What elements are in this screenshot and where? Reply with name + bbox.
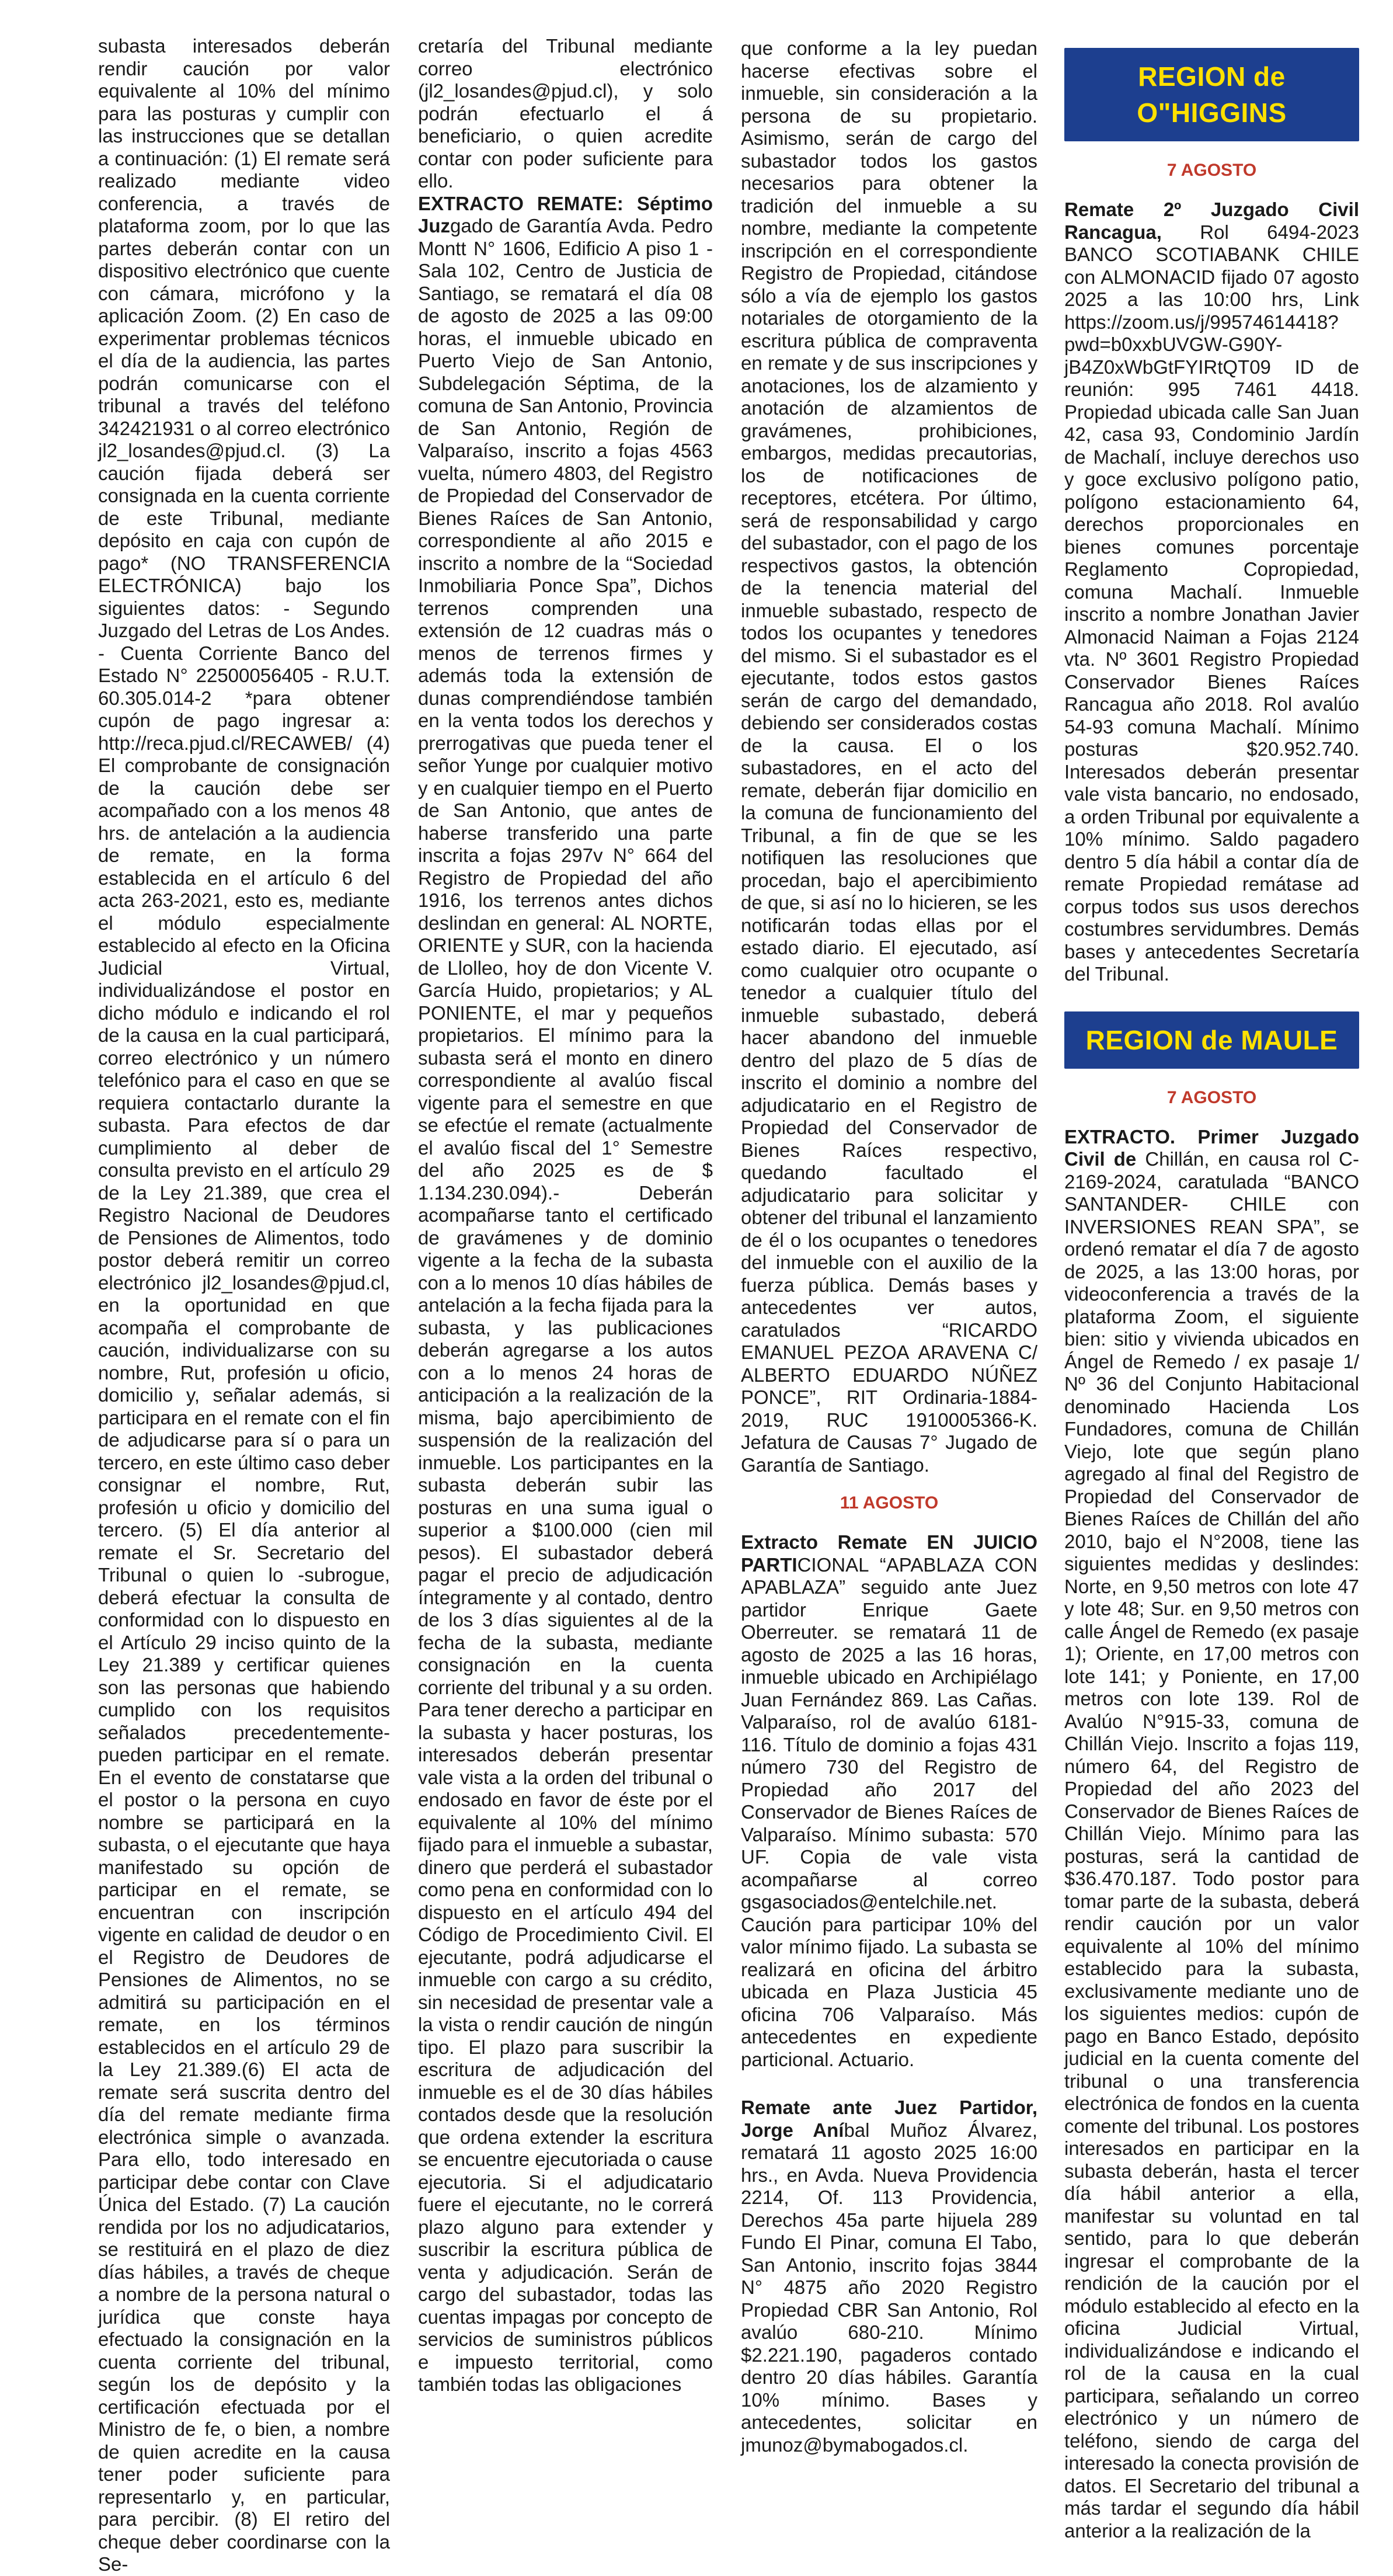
column-4 [1064, 35, 1359, 2568]
notice-apablaza [741, 1531, 1037, 2071]
column-3 [741, 37, 1037, 2482]
notice-body: CIONAL “APABLAZA CON APABLAZA” seguido ante Juez partidor Enrique Gaete Oberreuter. se rematará 11 de agosto de 2025 a las 16 horas, inmueble ubicado en Archipiélago Juan Fernández 869. Las Cañas. Valparaíso, rol de avalúo 6181-116. Título de dominio a fojas 431 número 730 del Registro de Propiedad año 2017 del Conservador de Bienes Raíces de Valparaíso. Mínimo subasta: 570 UF. Copia de vale vista acompañarse al correo gsgasociados@entelchile.net. Caución para participar 10% del valor mínimo fijado. La subasta se realizará en oficina del árbitro ubicada en Plaza Justicia 45 oficina 706 Valparaíso. Más antecedentes en expediente particional. Actuario. [741, 1553, 1037, 2070]
notice-continuation-text: cretaría del Tribunal mediante correo electrónico (jl2_losandes@pjud.cl), y solo podrán efectuarlo el á beneficiario, o quien acredite contar con poder suficiente para ello. [418, 35, 713, 192]
notice-rancagua [1064, 199, 1359, 986]
notice-continuation-text: subasta interesados deberán rendir caución por valor equivalente al 10% del mínimo para las posturas y cumplir con las instrucciones que se detallan a continuación: (1) El remate será realizado mediante video conferencia, a través de plataforma zoom, por lo que las partes deberán contar con un dispositivo electrónico que cuente con cámara, micrófono y la aplicación Zoom. (2) En caso de experimentar problemas técnicos el día de la audiencia, las partes podrán comunicarse con el tribunal a través del teléfono 342421931 o al correo electrónico jl2_losandes@pjud.cl. (3) La caución fijada deberá ser consignada en la cuenta corriente de este Tribunal, mediante depósito en caja con cupón de pago* (NO TRANSFERENCIA ELECTRÓNICA) bajo los siguientes datos: - Segundo Juzgado del Letras de Los Andes. - Cuenta Corriente Banco del Estado N° 22500056405 - R.U.T. 60.305.014-2 *para obtener cupón de pago ingresar a: http://reca.pjud.cl/RECAWEB/ (4) El comprobante de consignación de la caución debe ser acompañado con a los menos 48 hrs. de antelación a la audiencia de remate, en la forma establecida en el artículo 6 del acta 263-2021, esto es, mediante el módulo especialmente establecido al efecto en la Oficina Judicial Virtual, individualizándose el postor en dicho módulo e indicando el rol de la causa en la cual participará, correo electrónico y un número telefónico para el caso en que se requiera contactarlo durante la subasta. Para efectos de dar cumplimiento al deber de consulta previsto en el artículo 29 de la Ley 21.389, que crea el Registro Nacional de Deudores de Pensiones de Alimentos, todo postor deberá remitir un correo electrónico jl2_losandes@pjud.cl, en la oportunidad en que acompaña el comprobante de caución, individualizarse con su nombre, Rut, profesión u oficio, domicilio y, señalar además, si participara en el remate con el fin de adjudicarse para sí o para un tercero, en este último caso deber consignar el nombre, Rut, profesión u oficio y domicilio del tercero. (5) El día anterior al remate el Sr. Secretario del Tribunal o quien lo -subrogue, deberá efectuar la consulta de conformidad con lo dispuesto en el Artículo 29 inciso quinto de la Ley 21.389 y certificar quienes son las personas que habiendo cumplido con los requisitos señalados precedentemente- pueden participar en el remate. En el evento de constatarse que el postor o la persona en cuyo nombre se participará en la subasta, o el ejecutante que haya manifestado su opción de participar en el remate, se encuentran con inscripción vigente en calidad de deudor o en el Registro de Deudores de Pensiones de Alimentos, no se admitirá su participación en el remate, en los términos establecidos en el artículo 29 de la Ley 21.389.(6) El acta de remate será suscrita dentro del día del remate mediante firma electrónica simple o avanzada. Para ello, todo interesado en participar debe contar con Clave Única del Estado. (7) La caución rendida por los no adjudicatarios, se restituirá en el plazo de diez días hábiles, a través de cheque a nombre de la persona natural o jurídica que conste haya efectuado la consignación en la cuenta corriente del tribunal, según los de depósito y la certificación efectuada por el Ministro de fe, o bien, a nombre de quien acredite en la causa tener poder suficiente para representarlo y, en particular, para percibir. (8) El retiro del cheque deber coordinarse con la Se- [98, 35, 390, 2575]
notice-extracto-remate-septimo [418, 193, 713, 2396]
notice-juez-partidor [741, 2097, 1037, 2456]
date-heading: 7 AGOSTO [1166, 161, 1257, 180]
region-banner-maule: REGION de MAULE [1064, 1011, 1359, 1069]
date-heading: 11 AGOSTO [840, 1493, 939, 1513]
notice-body: gado de Garantía Avda. Pedro Montt N° 1606, Edificio A piso 1 - Sala 102, Centro de Justicia de Santiago, se rematará el día 08 de agosto de 2025 a las 09:00 horas, el inmueble ubicado en Puerto Viejo de San Antonio, Subdelegación Séptima, de la comuna de San Antonio, Provincia de San Antonio, Región de Valparaíso, inscrito a fojas 4563 vuelta, número 4803, del Registro de Propiedad del Conservador de Bienes Raíces de San Antonio, correspondiente al año 2015 e inscrito a nombre de la “Sociedad Inmobiliaria Ponce Spa”, Dichos terrenos comprenden una extensión de 12 cuadras más o menos de terrenos firmes y además toda la extensión de dunas comprendiéndose también en la venta todos los derechos y prerrogativas que pueda tener el señor Yunge por cualquier motivo y en cualquier tiempo en el Puerto de San Antonio, que antes de haberse transferido una parte inscrita a fojas 297v N° 664 del Registro de Propiedad del año 1916, los terrenos antes dichos deslindan en general: AL NORTE, ORIENTE y SUR, con la hacienda de Llolleo, hoy de don Vicente V. García Huido, propietarios; y AL PONIENTE, el mar y pequeños propietarios. El mínimo para la subasta será el monto en dinero correspondiente al avalúo fiscal vigente para el semestre en que se efectúe el remate (actualmente el avalúo fiscal del 1° Semestre del año 2025 es de $ 1.134.230.094).- Deberán acompañarse tanto el certificado de gravámenes y de dominio vigente a la fecha de la subasta con a lo menos 10 días hábiles de antelación a la fecha fijada para la subasta, y las publicaciones deberán agregarse a los autos con a lo menos 24 horas de anticipación a la realización de la misma, bajo apercibimiento de suspensión de la realización del inmueble. Los participantes en la subasta deberán subir las posturas en una suma igual o superior a $100.000 (cien mil pesos). El subastador deberá pagar el precio de adjudicación íntegramente y al contado, dentro de los 3 días siguientes al de la fecha de la subasta, mediante consignación en la cuenta corriente del tribunal y a su orden. Para tener derecho a participar en la subasta y hacer posturas, los interesados deberán presentar vale vista a la orden del tribunal o endosado en favor de éste por el equivalente al 10% del mínimo fijado para el inmueble a subastar, dinero que perderá el subastador como pena en conformidad con lo dispuesto en el artículo 494 del Código de Procedimiento Civil. El ejecutante, podrá adjudicarse el inmueble con cargo a su crédito, sin necesidad de presentar vale a la vista o rendir caución de ningún tipo. El plazo para suscribir la escritura de adjudicación del inmueble es el de 30 días hábiles contados desde que la resolución que ordena extender la escritura se encuentre ejecutoriada o cause ejecutoria. Si el adjudicatario fuere el ejecutante, no le correrá plazo alguno para extender y suscribir la escritura pública de venta y adjudicación. Serán de cargo del subastador, todas las cuentas impagas por concepto de servicios de suministros públicos e impuesto territorial, como también todas las obligaciones [418, 215, 713, 2395]
column-1 [98, 35, 390, 2576]
notice-lead: EXTRACTO REMATE: Séptimo Juz [418, 192, 713, 237]
notice-body: bal Muñoz Álvarez, rematará 11 agosto 2025 16:00 hrs., en Avda. Nueva Providencia 2214, Of. 113 Providencia, Derechos 45a parte hijuela 289 Fundo El Pinar, comuna El Tabo, San Antonio, inscrito fojas 3844 N° 4875 año 2020 Registro Propiedad CBR San Antonio, Rol avalúo 680-210. Mínimo $2.221.190, pagaderos contado dentro 20 días hábiles. Garantía 10% mínimo. Bases y antecedentes, solicitar en jmunoz@bymabogados.cl. [741, 2119, 1037, 2456]
notice-body: Chillán, en causa rol C-2169-2024, caratulada “BANCO SANTANDER- CHILE con INVERSIONES REAN SPA”, se ordenó rematar el día 7 de agosto de 2025, a las 13:00 horas, por videoconferencia a través de la plataforma Zoom, el siguiente bien: sitio y vivienda ubicados en Ángel de Remedo / ex pasaje 1/ Nº 36 del Conjunto Habitacional denominado Hacienda Los Fundadores, comuna de Chillán Viejo, lote que según plano agregado al final del Registro de Propiedad del Conservador de Bienes Raíces de Chillán del año 2010, bajo el N°2008, tiene las siguientes medidas y deslindes: Norte, en 9,50 metros con lote 47 y lote 48; Sur. en 9,50 metros con calle Ángel de Remedo (ex pasaje 1); Oriente, en 17,00 metros con lote 141; y Poniente, en 17,00 metros con lote 139. Rol de Avalúo N°915-33, comuna de Chillán Viejo. Inscrito a fojas 119, número 64, del Registro de Propiedad del año 2023 del Conservador de Bienes Raíces de Chillán Viejo. Mínimo para las posturas, será la cantidad de $36.470.187. Todo postor para tomar parte de la subasta, deberá rendir caución por un valor equivalente al 10% del mínimo establecido para la subasta, exclusivamente mediante uno de los siguientes medios: cupón de pago en Banco Estado, depósito judicial en la cuenta comente del tribunal o una transferencia electrónica de fondos en la cuenta comente del tribunal. Los postores interesados en participar en la subasta deberán, hasta el tercer día hábil anterior a ella, manifestar su voluntad en tal sentido, para lo que deberán ingresar el comprobante de la rendición de la caución por el módulo establecido al efecto en la oficina Judicial Virtual, individualizándose e indicando el rol de la causa en la cual participara, señalando un correo electrónico y un número de teléfono, siendo de carga del interesado la conecta provisión de datos. El Secretario del tribunal a más tardar el segundo día hábil anterior a la realización de la [1064, 1148, 1359, 2542]
notice-chillan [1064, 1126, 1359, 2543]
notice-lead: Remate 2º Juzgado Civil Rancagua, [1064, 199, 1359, 243]
notice-lead: Extracto Remate EN JUICIO PARTI [741, 1531, 1037, 1576]
region-banner-ohiggins: REGION de O"HIGGINS [1064, 48, 1359, 141]
notice-body: Rol 6494-2023 BANCO SCOTIABANK CHILE con ALMONACID fijado 07 agosto 2025 a las 10:00 hrs, Link https://zoom.us/j/99574614418?pwd=b0xxbUVGW-G90Y-jB4Z0xWbGtFYIRtQT09 ID de reunión: 995 7461 4418. Propiedad ubicada calle San Juan 42, casa 93, Condominio Jardín de Machalí, incluye derechos uso y goce exclusivo polígono patio, polígono estacionamiento 64, derechos proporcionales en bienes comunes porcentaje Reglamento Copropiedad, comuna Machalí. Inmueble inscrito a nombre Jonathan Javier Almonacid Naiman a Fojas 2124 vta. Nº 3601 Registro Propiedad Conservador Bienes Raíces Rancagua año 2018. Rol avalúo 54-93 comuna Machalí. Mínimo posturas $20.952.740. Interesados deberán presentar vale vista bancario, no endosado, a orden Tribunal por equivalente a 10% mínimo. Saldo pagadero dentro 5 día hábil a contar día de remate Propiedad remátase ad corpus todos sus usos derechos costumbres servidumbres. Demás bases y antecedentes Secretaría del Tribunal. [1064, 221, 1359, 985]
notice-lead: EXTRACTO. Primer Juzgado Civil de [1064, 1125, 1359, 1170]
notice-continuation-text: que conforme a la ley puedan hacerse efectivas sobre el inmueble, sin consideración a la persona de su propietario. Asimismo, serán de cargo del subastador todos los gastos necesarios para obtener la tradición del inmueble a su nombre, mediante la competente inscripción en el correspondiente Registro de Propiedad, citándose sólo a vía de ejemplo los gastos notariales de otorgamiento de la escritura pública de compraventa en remate y de sus inscripciones y anotaciones, los de alzamiento y anotación de alzamientos de gravámenes, prohibiciones, embargos, medidas precautorias, los de notificaciones de receptores, etcétera. Por último, será de responsabilidad y cargo del subastador, con el pago de los respectivos gastos, la obtención de la tenencia material del inmueble subastado, respecto de todos los ocupantes y tenedores del mismo. Si el subastador es el ejecutante, todos estos gastos serán de cargo del demandado, debiendo ser considerados costas de la causa. El o los subastadores, en el acto del remate, deberán fijar domicilio en la comuna de funcionamiento del Tribunal, a fin de que se les notifiquen las resoluciones que procedan, bajo el apercibimiento de que, si así no lo hicieren, se les notificarán todas ellas por el estado diario. El ejecutado, así como cualquier otro ocupante o tenedor a cualquier título del inmueble subastado, deberá hacer abandono del inmueble dentro del plazo de 5 días de inscrito el dominio a nombre del adjudicatario en el Registro de Propiedad del Conservador de Bienes Raíces respectivo, quedando facultado el adjudicatario para solicitar y obtener del tribunal el lanzamiento de él o los ocupantes o tenedores del inmueble con el auxilio de la fuerza pública. Demás bases y antecedentes ver autos, caratulados “RICARDO EMANUEL PEZOA ARAVENA C/ ALBERTO EDUARDO NÚÑEZ PONCE”, RIT Ordinaria-1884-2019, RUC 1910005366-K. Jefatura de Causas 7° Jugado de Garantía de Santiago. [741, 37, 1037, 1476]
column-2 [418, 35, 713, 2422]
notice-lead: Remate ante Juez Partidor, Jorge Aní [741, 2097, 1037, 2141]
date-heading: 7 AGOSTO [1166, 1087, 1257, 1107]
